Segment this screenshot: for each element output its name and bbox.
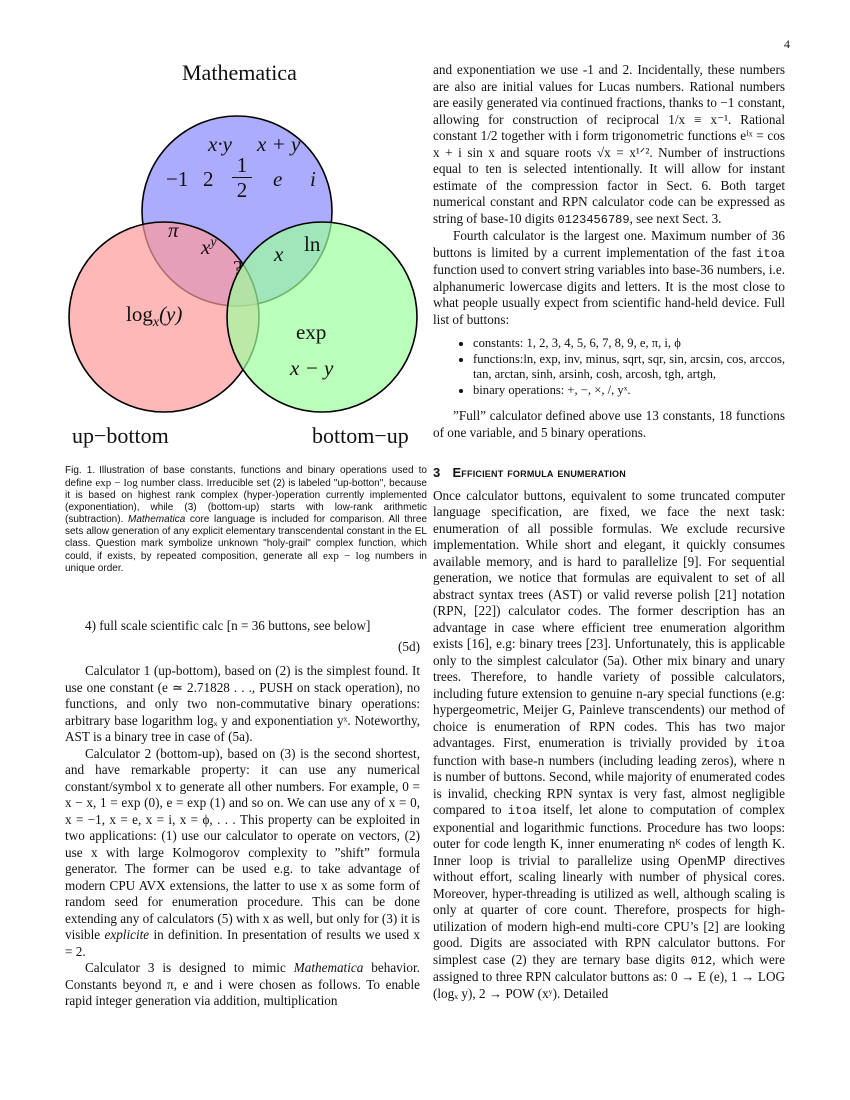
p2-text-a: Calculator 2 (bottom-up), based on (3) is the second shortest, and have remarkable property: it can use any numerical constant/symbol x to generate all other numbers. For example, 0 = x − x, 1 = exp (0), e = exp (1) and so on. We can use any of x = 0, x = −1, x = e, x = i, x = ϕ, . . . This property can be exploited in two applications: (1) use our calculator to operate on vectors, (2) use x with large Kolmogorov complexity to ”shift” formula generator. The former can be used e.g. to take advantage of modern CPU AVX extensions, the latter to use x as some form of random seed for enumeration procedure. This can be done extending any of calculators (5) with x as well, but only for (3) it is visible xyxy=(65,745,420,942)
label-log-x-y xyxy=(126,302,182,331)
log-word: log xyxy=(126,302,153,326)
paragraph-calculator-1: Calculator 1 (up-bottom), based on (2) is the simplest found. It use one constant (e ≃ 2.71828 . . ., PUSH on stack operation), no functions, and only two non-commutative binary operations: arbitrary base logarithm logₓ y and exponentiation yˣ. Noteworthy, AST is a binary tree in case of (5a). xyxy=(65,663,420,744)
rp1-text-a: and exponentiation we use -1 and 2. Incidentally, these numbers are also are initial values for Lucas numbers. Rational numbers are easily generated via continued fractions, thanks to −1 constant, allowing for construction of reciprocal 1/x ≡ x⁻¹. Rational constant 1/2 together with i form trigonometric functions eⁱˣ = cos x + i sin x and square roots √x = x¹ᐟ². Number of instructions equal to ten is selected intentionally. It will allow for instant estimate of the compression factor in Sect. 6. Both target numerical constant and RPN calculator code can be expressed as string of base-10 digits xyxy=(433,62,785,226)
caption-figure-label: Fig. 1. xyxy=(65,465,96,476)
enum-item-text: 4) full scale scientific calc [n = 36 buttons, see below] xyxy=(85,618,371,633)
figure-title: Mathematica xyxy=(182,60,297,85)
label-x-plus-y: x + y xyxy=(257,132,301,156)
p2-emphasis: explicite xyxy=(104,927,150,942)
label-x: x xyxy=(274,242,284,266)
p3-text-b: behavior. Constants beyond π, e and i were chosen as follows. To enable rapid integer generation via addition, multiplication xyxy=(65,960,420,1008)
rp2-text-b: function used to convert string variables into base-36 numbers, i.e. alphanumeric lowercase digits and letters. It is the most close to what people usually expect from scientific hand-held device. Full list of buttons: xyxy=(433,262,785,327)
section-title: Efficient formula enumeration xyxy=(452,465,626,480)
rp2-code-itoa: itoa xyxy=(756,246,785,261)
label-exp: exp xyxy=(296,320,327,344)
caption-text-d: numbers in unique order. xyxy=(65,551,427,574)
label-x-minus-y: x − y xyxy=(290,356,334,380)
button-list xyxy=(433,336,785,398)
rp4-text-a: Once calculator buttons, equivalent to some truncated computer language specification, are fixed, we face the next task: enumeration of all possible formulas. We exclude recursive implementation. While short and elegant, it quickly consumes available memory, and is hard to parallelize [9]. For sequential generation, we notice that formulas are equivalent to set of all abstract syntax trees (AST) or valid reverse polish [21] notation (RPN, [22]) calculator codes. The former description has an advantage in case where efficient tree enumeration algorithm exists [16], e.g: binary trees [23]. Unfortunately, this is applicable only to the simplest calculator (5a). Other mix binary and unary trees. Therefore, to handle variety of possible calculators, including future extension to genuine n-ary special functions (e.g: hypergeometric, Meijer G, Painleve transcendents) our method of choice is enumeration of RPN codes. This has two major advantages. First, enumeration is trivially provided by xyxy=(433,487,785,750)
enum-item-4 xyxy=(65,618,420,635)
left-column xyxy=(65,618,420,1010)
rp4-text-d: , which were assigned to three RPN calculator buttons as: 0 → E (e), 1 → LOG (logₓ y), 2 → POW (xʸ). Detailed xyxy=(433,951,785,1001)
log-subscript: x xyxy=(152,315,160,331)
list-item-constants: • constants: 1, 2, 3, 4, 5, 6, 7, 8, 9, e, π, i, ϕ xyxy=(473,336,785,351)
label-question-mark: ? xyxy=(233,256,243,280)
page-number: 4 xyxy=(784,37,790,51)
rp1-text-b: , see next Sect. 3. xyxy=(629,210,722,226)
caption-explog-2: exp − log xyxy=(323,550,370,562)
xy-base: x xyxy=(201,235,211,259)
caption-text-b: number class. Irreducible set (2) is labeled "up-botton", because it is based on highest rank complex (hyper-)operation currently implemented (exponentiation), while (3) (bottom-up) starts with low-rank arithmetic (subtraction). xyxy=(65,478,427,525)
p2-text-b: in definition. In presentation of results we used x = 2. xyxy=(65,927,420,959)
rp4-text-c: itself, let alone to computation of complex exponential and logarithmic functions. Procedure has two loops: outer for code length K, inner enumerating nᴷ codes of length K. Inner loop is trivial to parallelize using OpenMP directives without effort, scaling linearly with number of physical cores. Moreover, hyper-threading is utilized as well, although scaling is only at quarter of core count. Therefore, prospects for high-utilization of modern high-end multi-core CPU’s [2] are looking good. Digits are associated with RPN calculator buttons. For simplest case (2) they are ternary base digits xyxy=(433,802,785,967)
paragraph-fourth-calculator xyxy=(433,228,785,328)
paragraph-continuation xyxy=(433,62,785,228)
venn-figure xyxy=(60,55,430,455)
caption-explog-1: exp − log xyxy=(95,477,138,489)
list-item-functions: • functions:ln, exp, inv, minus, sqrt, sqr, sin, arcsin, cos, arccos, tan, arctan, sinh, arsinh, cosh, arcosh, tgh, artgh, xyxy=(473,352,785,382)
label-minus-one: −1 xyxy=(166,167,189,191)
circle-bottom-up xyxy=(227,222,417,412)
rp4-code-digits: 012 xyxy=(690,953,713,968)
paragraph-enumeration xyxy=(433,488,785,1003)
label-one-half xyxy=(230,153,254,202)
rp4-code-itoa-2: itoa xyxy=(507,804,537,818)
venn-diagram xyxy=(60,55,430,455)
label-two: 2 xyxy=(203,167,214,191)
list-item-binary-operations: • binary operations: +, −, ×, /, yˣ. xyxy=(473,383,785,398)
caption-mathematica: Mathematica xyxy=(128,514,186,525)
frac-denominator: 2 xyxy=(236,178,248,202)
paragraph-calculator-2 xyxy=(65,746,420,961)
label-e: e xyxy=(273,167,283,191)
paragraph-calculator-3 xyxy=(65,960,420,1010)
rp2-text-a: Fourth calculator is the largest one. Maximum number of 36 buttons is limited by a current implementation of the fast xyxy=(433,228,785,260)
label-ln: ln xyxy=(304,232,321,256)
rp4-code-itoa-1: itoa xyxy=(756,737,785,751)
label-x-pow-y xyxy=(201,235,217,260)
caption-text-c: core language is included for comparison. All three sets allow generation of any explicit elementary transcendental constant in the EL class. Question mark symbolize unknown "holy-grail" complex function, which could, if exists, by repeated composition, generate all xyxy=(65,514,428,562)
label-pi: π xyxy=(168,218,179,242)
caption-text-a: Illustration of base constants, functions and binary operations used to define xyxy=(65,465,427,489)
p3-emphasis: Mathematica xyxy=(293,960,364,975)
section-number: 3 xyxy=(433,465,441,480)
paragraph-full-calculator: ”Full” calculator defined above use 13 constants, 18 functions of one variable, and 5 binary operations. xyxy=(433,408,785,440)
section-heading xyxy=(433,465,785,482)
rp4-text-b: function with base-n numbers (including leading zeros), where n is number of buttons. Second, while majority of enumerated codes is invalid, checking RPN syntax is very fast, almost negligible compared to xyxy=(433,752,785,817)
label-up-bottom: up−bottom xyxy=(72,423,169,448)
xy-exponent: y xyxy=(210,235,217,250)
label-bottom-up: bottom−up xyxy=(312,423,409,448)
equation-label: (5d) xyxy=(398,638,420,654)
label-i: i xyxy=(310,167,316,191)
log-argument: (y) xyxy=(159,302,183,326)
rp1-code-digits: 0123456789 xyxy=(557,212,630,227)
label-x-times-y: x·y xyxy=(208,132,232,156)
right-column xyxy=(433,62,785,1002)
p3-text-a: Calculator 3 is designed to mimic xyxy=(85,960,294,975)
figure-caption xyxy=(65,465,427,575)
frac-numerator: 1 xyxy=(236,153,248,177)
